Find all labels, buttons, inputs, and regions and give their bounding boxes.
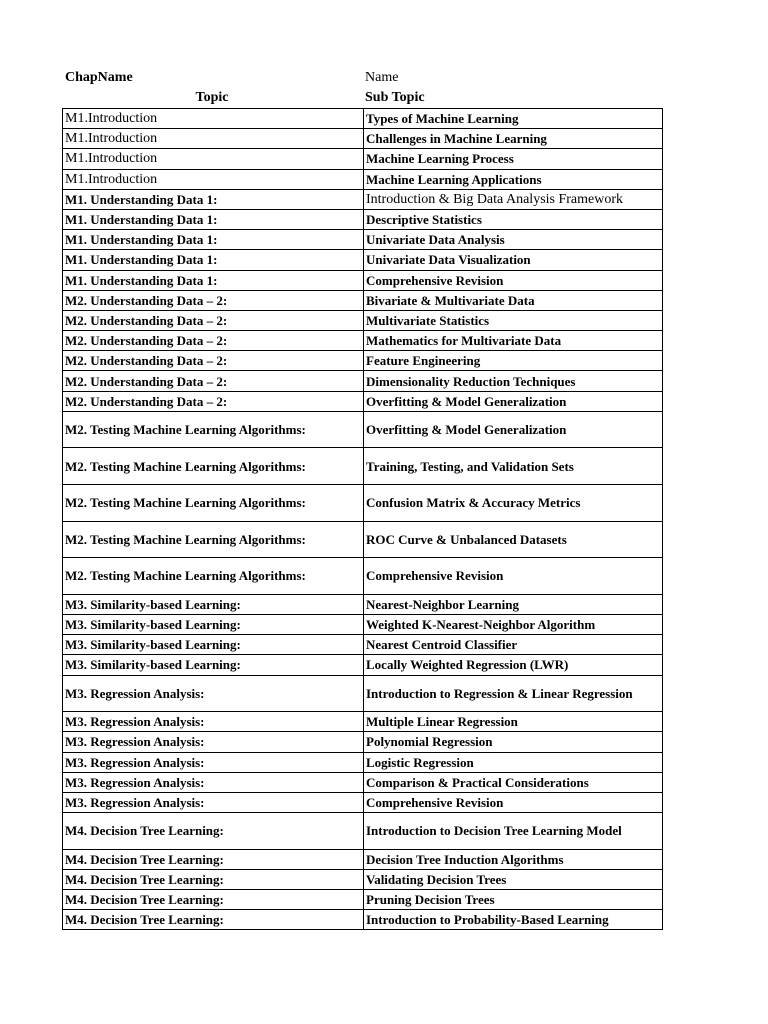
subtopic-cell: Univariate Data Analysis [364, 230, 663, 250]
table-row [63, 558, 663, 595]
chapter-cell: M2. Understanding Data – 2: [63, 391, 364, 411]
table-row [63, 250, 663, 270]
chapter-cell: M4. Decision Tree Learning: [63, 849, 364, 869]
table-row [63, 732, 663, 752]
chapter-cell: M2. Understanding Data – 2: [63, 371, 364, 391]
subtopic-cell: Comprehensive Revision [364, 558, 663, 595]
topics-table [62, 108, 663, 930]
chapter-cell: M3. Similarity-based Learning: [63, 614, 364, 634]
subtopic-cell: Dimensionality Reduction Techniques [364, 371, 663, 391]
chapter-cell: M1. Understanding Data 1: [63, 270, 364, 290]
subtopic-cell: Nearest-Neighbor Learning [364, 594, 663, 614]
table-row [63, 209, 663, 229]
chapter-cell: M3. Regression Analysis: [63, 675, 364, 712]
subtopic-cell: Overfitting & Model Generalization [364, 391, 663, 411]
subtopic-cell: Training, Testing, and Validation Sets [364, 448, 663, 485]
chapter-cell: M2. Testing Machine Learning Algorithms: [63, 485, 364, 522]
table-row [63, 331, 663, 351]
subtopic-cell: Mathematics for Multivariate Data [364, 331, 663, 351]
subtopic-cell: Confusion Matrix & Accuracy Metrics [364, 485, 663, 522]
subtopic-cell: Locally Weighted Regression (LWR) [364, 655, 663, 675]
chapter-cell: M1. Understanding Data 1: [63, 230, 364, 250]
table-row [63, 849, 663, 869]
table-row [63, 752, 663, 772]
table-row [63, 655, 663, 675]
table-row [63, 792, 663, 812]
table-row [63, 890, 663, 910]
table-row [63, 485, 663, 522]
subtopic-cell: Logistic Regression [364, 752, 663, 772]
chapter-cell: M1.Introduction [63, 169, 364, 189]
chapter-cell: M1. Understanding Data 1: [63, 189, 364, 209]
subtopic-cell: Comprehensive Revision [364, 792, 663, 812]
table-row [63, 189, 663, 209]
chapter-cell: M3. Regression Analysis: [63, 772, 364, 792]
chapter-cell: M2. Understanding Data – 2: [63, 351, 364, 371]
subtopic-cell: Comparison & Practical Considerations [364, 772, 663, 792]
chapname-label: ChapName [65, 70, 133, 85]
subtopic-cell: Introduction to Decision Tree Learning Model [364, 813, 663, 850]
table-row [63, 270, 663, 290]
chapter-cell: M2. Testing Machine Learning Algorithms: [63, 448, 364, 485]
chapter-cell: M3. Similarity-based Learning: [63, 635, 364, 655]
subtopic-cell: Multivariate Statistics [364, 310, 663, 330]
table-row [63, 109, 663, 129]
chapter-cell: M1.Introduction [63, 129, 364, 149]
table-row [63, 129, 663, 149]
chapter-cell: M4. Decision Tree Learning: [63, 890, 364, 910]
subtopic-cell: Univariate Data Visualization [364, 250, 663, 270]
table-row [63, 675, 663, 712]
table-row [63, 614, 663, 634]
header-row-labels [62, 68, 662, 88]
table-row [63, 635, 663, 655]
chapter-cell: M2. Understanding Data – 2: [63, 310, 364, 330]
table-row [63, 712, 663, 732]
chapter-cell: M3. Regression Analysis: [63, 712, 364, 732]
chapter-cell: M4. Decision Tree Learning: [63, 910, 364, 930]
chapter-cell: M3. Regression Analysis: [63, 792, 364, 812]
name-label: Name [365, 70, 399, 85]
subtopic-cell: Introduction to Probability-Based Learning [364, 910, 663, 930]
table-row [63, 290, 663, 310]
table-row [63, 521, 663, 558]
chapter-cell: M3. Regression Analysis: [63, 732, 364, 752]
chapter-cell: M3. Similarity-based Learning: [63, 594, 364, 614]
spreadsheet [62, 68, 662, 930]
subtopic-cell: Multiple Linear Regression [364, 712, 663, 732]
chapter-cell: M3. Similarity-based Learning: [63, 655, 364, 675]
subtopic-cell: ROC Curve & Unbalanced Datasets [364, 521, 663, 558]
subtopic-cell: Validating Decision Trees [364, 869, 663, 889]
table-row [63, 813, 663, 850]
subtopic-cell: Machine Learning Applications [364, 169, 663, 189]
chapter-cell: M2. Testing Machine Learning Algorithms: [63, 411, 364, 448]
subtopic-cell: Decision Tree Induction Algorithms [364, 849, 663, 869]
subtopic-cell: Polynomial Regression [364, 732, 663, 752]
table-row [63, 230, 663, 250]
table-row [63, 169, 663, 189]
header-row-titles [62, 88, 662, 108]
chapter-cell: M1.Introduction [63, 149, 364, 169]
table-row [63, 391, 663, 411]
chapter-cell: M3. Regression Analysis: [63, 752, 364, 772]
chapter-cell: M1.Introduction [63, 109, 364, 129]
chapter-cell: M2. Understanding Data – 2: [63, 290, 364, 310]
table-row [63, 149, 663, 169]
chapter-cell: M1. Understanding Data 1: [63, 209, 364, 229]
chapter-cell: M2. Testing Machine Learning Algorithms: [63, 558, 364, 595]
subtopic-cell: Types of Machine Learning [364, 109, 663, 129]
subtopic-cell: Machine Learning Process [364, 149, 663, 169]
table-row [63, 351, 663, 371]
subtopic-cell: Nearest Centroid Classifier [364, 635, 663, 655]
subtopic-title: Sub Topic [365, 90, 425, 105]
subtopic-cell: Feature Engineering [364, 351, 663, 371]
chapter-cell: M4. Decision Tree Learning: [63, 813, 364, 850]
subtopic-cell: Bivariate & Multivariate Data [364, 290, 663, 310]
table-row [63, 869, 663, 889]
table-row [63, 448, 663, 485]
chapter-cell: M2. Testing Machine Learning Algorithms: [63, 521, 364, 558]
subtopic-cell: Comprehensive Revision [364, 270, 663, 290]
subtopic-cell: Introduction & Big Data Analysis Framework [364, 189, 663, 209]
table-row [63, 371, 663, 391]
subtopic-cell: Overfitting & Model Generalization [364, 411, 663, 448]
chapter-cell: M1. Understanding Data 1: [63, 250, 364, 270]
table-row [63, 310, 663, 330]
table-row [63, 910, 663, 930]
table-row [63, 411, 663, 448]
subtopic-cell: Descriptive Statistics [364, 209, 663, 229]
table-row [63, 594, 663, 614]
subtopic-cell: Introduction to Regression & Linear Regression [364, 675, 663, 712]
subtopic-cell: Challenges in Machine Learning [364, 129, 663, 149]
chapter-cell: M2. Understanding Data – 2: [63, 331, 364, 351]
topic-title: Topic [195, 90, 229, 105]
subtopic-cell: Weighted K-Nearest-Neighbor Algorithm [364, 614, 663, 634]
table-row [63, 772, 663, 792]
chapter-cell: M4. Decision Tree Learning: [63, 869, 364, 889]
subtopic-cell: Pruning Decision Trees [364, 890, 663, 910]
